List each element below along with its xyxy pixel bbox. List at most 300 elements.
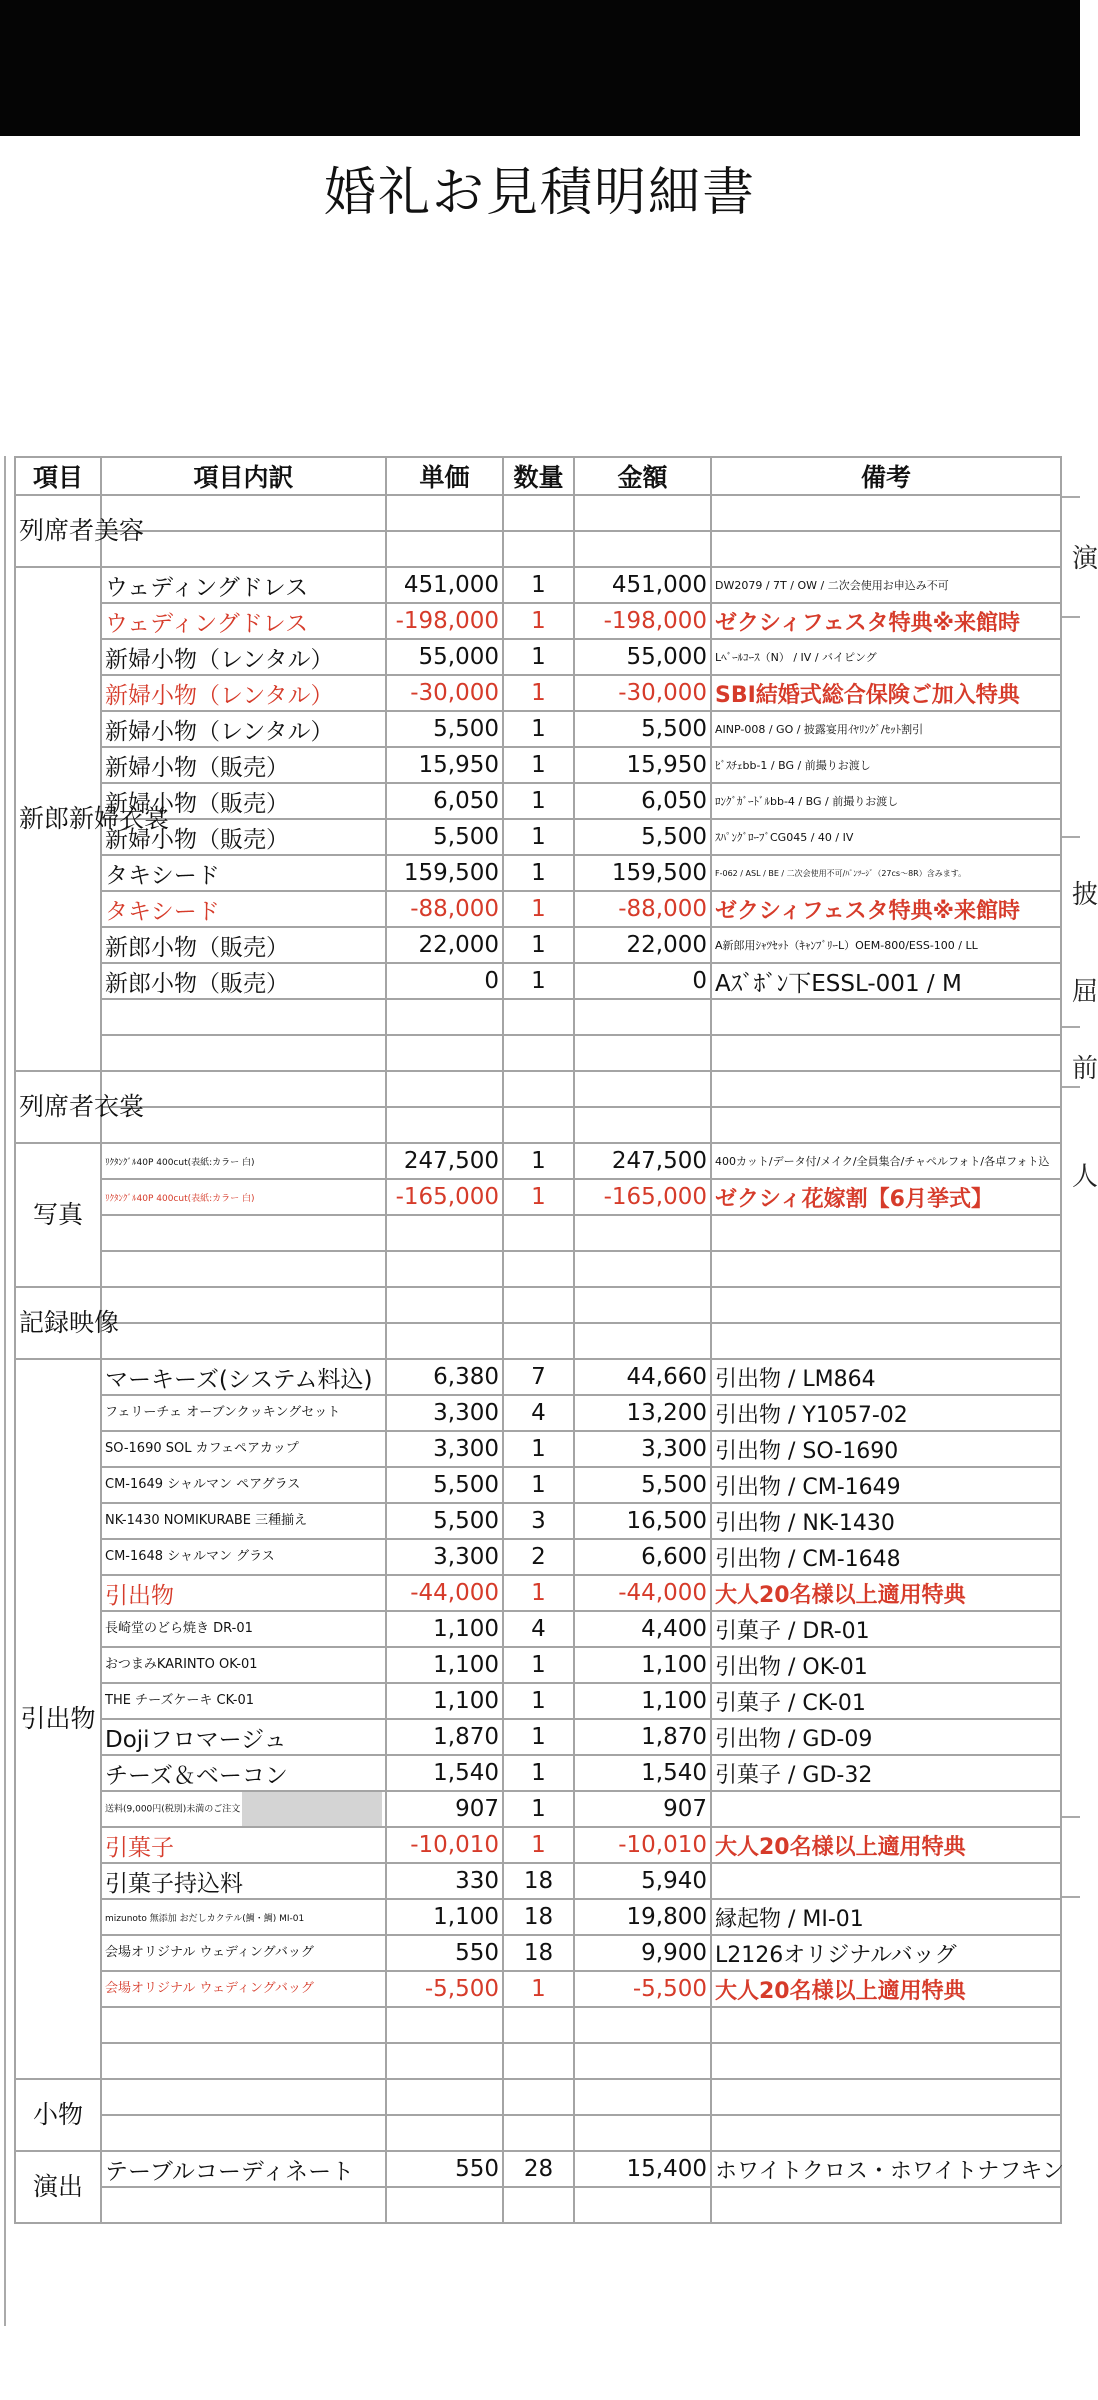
note-cell: 引出物 / SO-1690 [711, 1431, 1061, 1467]
empty-cell [574, 495, 711, 531]
table-row [15, 963, 1061, 999]
note-cell: 引出物 / LM864 [711, 1359, 1061, 1395]
table-row [15, 1971, 1061, 2007]
table-row [15, 1935, 1061, 1971]
unit-price-cell: 907 [386, 1791, 503, 1827]
quantity-cell: 18 [503, 1935, 574, 1971]
empty-row [15, 1287, 1061, 1323]
quantity-cell: 1 [503, 891, 574, 927]
empty-cell [503, 531, 574, 567]
empty-cell [711, 2115, 1061, 2151]
amount-cell: 55,000 [574, 639, 711, 675]
empty-row [15, 2007, 1061, 2043]
amount-cell: 1,100 [574, 1683, 711, 1719]
amount-cell: 247,500 [574, 1143, 711, 1179]
empty-cell [503, 1071, 574, 1107]
empty-cell [503, 2007, 574, 2043]
empty-cell [386, 1323, 503, 1359]
empty-row [15, 1215, 1061, 1251]
empty-cell [101, 1215, 386, 1251]
empty-cell [101, 1323, 386, 1359]
right-clipped-column [1062, 456, 1098, 2326]
empty-cell [101, 2043, 386, 2079]
item-cell: フェリーチェ オーブンクッキングセット [101, 1395, 386, 1431]
empty-cell [711, 2043, 1061, 2079]
clipped-char: 屈 [1072, 977, 1098, 1007]
empty-cell [711, 1251, 1061, 1287]
amount-cell: 3,300 [574, 1431, 711, 1467]
empty-row [15, 999, 1061, 1035]
empty-cell [503, 1107, 574, 1143]
empty-cell [386, 2079, 503, 2115]
empty-cell [574, 1287, 711, 1323]
empty-cell [711, 999, 1061, 1035]
empty-row [15, 1071, 1061, 1107]
item-cell: ウェディングドレス [101, 567, 386, 603]
empty-cell [101, 999, 386, 1035]
empty-cell [503, 2187, 574, 2223]
note-cell: 引出物 / OK-01 [711, 1647, 1061, 1683]
item-cell: 新婦小物（販売） [101, 819, 386, 855]
note-cell: L2126オリジナルバッグ [711, 1935, 1061, 1971]
table-row [15, 783, 1061, 819]
unit-price-cell: 5,500 [386, 819, 503, 855]
empty-cell [386, 1035, 503, 1071]
table-row [15, 747, 1061, 783]
empty-row [15, 1323, 1061, 1359]
table-row [15, 567, 1061, 603]
note-cell: ゼクシィフェスタ特典※来館時 [711, 891, 1061, 927]
note-cell [711, 1863, 1061, 1899]
amount-cell: 22,000 [574, 927, 711, 963]
note-cell: 縁起物 / MI-01 [711, 1899, 1061, 1935]
item-cell: タキシード [101, 855, 386, 891]
quantity-cell: 1 [503, 1431, 574, 1467]
unit-price-cell: 330 [386, 1863, 503, 1899]
note-cell: AINP-008 / GO / 披露宴用ｲﾔﾘﾝｸﾞ/ｾｯﾄ割引 [711, 711, 1061, 747]
empty-cell [711, 1071, 1061, 1107]
table-row [15, 675, 1061, 711]
empty-cell [386, 1071, 503, 1107]
redacted-block [242, 1792, 382, 1826]
note-cell: 引菓子 / DR-01 [711, 1611, 1061, 1647]
quantity-cell: 1 [503, 1827, 574, 1863]
unit-price-cell: -10,010 [386, 1827, 503, 1863]
amount-cell: 19,800 [574, 1899, 711, 1935]
category-guest-attire: 列席者衣裳 [15, 1071, 101, 1143]
quantity-cell: 1 [503, 1575, 574, 1611]
item-cell: ﾘｸﾀﾝｸﾞﾙ40P 400cut(表紙:カラー 白) [101, 1143, 386, 1179]
item-cell: 会場オリジナル ウェディングバッグ [101, 1971, 386, 2007]
unit-price-cell: 1,870 [386, 1719, 503, 1755]
table-row [15, 1395, 1061, 1431]
quantity-cell: 1 [503, 1971, 574, 2007]
item-cell: 会場オリジナル ウェディングバッグ [101, 1935, 386, 1971]
table-row [15, 1755, 1061, 1791]
note-cell: Aｽﾞﾎﾞﾝ下ESSL-001 / M [711, 963, 1061, 999]
header-amount: 金額 [574, 457, 711, 495]
status-bar-area [0, 0, 1080, 136]
empty-row [15, 531, 1061, 567]
empty-cell [503, 1323, 574, 1359]
amount-cell: 1,540 [574, 1755, 711, 1791]
amount-cell: 9,900 [574, 1935, 711, 1971]
header-category: 項目 [15, 457, 101, 495]
empty-cell [503, 495, 574, 531]
note-cell: ﾛﾝｸﾞｶﾞｰﾄﾞﾙbb-4 / BG / 前撮りお渡し [711, 783, 1061, 819]
note-cell [711, 1791, 1061, 1827]
unit-price-cell: 3,300 [386, 1431, 503, 1467]
note-cell: Lﾍﾞｰﾙｺｰｽ（N） / IV / バイピング [711, 639, 1061, 675]
quantity-cell: 1 [503, 567, 574, 603]
table-row [15, 1647, 1061, 1683]
table-row [15, 1179, 1061, 1215]
empty-cell [711, 1215, 1061, 1251]
amount-cell: 15,400 [574, 2151, 711, 2187]
empty-cell [574, 1035, 711, 1071]
empty-row [15, 1107, 1061, 1143]
empty-cell [101, 2115, 386, 2151]
note-cell: ゼクシィ花嫁割【6月挙式】 [711, 1179, 1061, 1215]
note-cell: ゼクシィフェスタ特典※来館時 [711, 603, 1061, 639]
item-cell: Dojiフロマージュ [101, 1719, 386, 1755]
category-accessories: 小物 [15, 2079, 101, 2151]
item-cell: 新婦小物（レンタル） [101, 675, 386, 711]
item-cell: mizunoto 無添加 おだしカクテル(鯛・鯛) MI-01 [101, 1899, 386, 1935]
amount-cell: 6,600 [574, 1539, 711, 1575]
amount-cell: 1,100 [574, 1647, 711, 1683]
unit-price-cell: 1,100 [386, 1647, 503, 1683]
unit-price-cell: 451,000 [386, 567, 503, 603]
unit-price-cell: 1,100 [386, 1899, 503, 1935]
empty-cell [386, 2187, 503, 2223]
unit-price-cell: 6,380 [386, 1359, 503, 1395]
amount-cell: -30,000 [574, 675, 711, 711]
empty-cell [574, 2043, 711, 2079]
category-bride-groom-attire: 新郎新婦衣裳 [15, 567, 101, 1071]
amount-cell: 159,500 [574, 855, 711, 891]
amount-cell: -88,000 [574, 891, 711, 927]
item-cell: 送料(9,000円(税別)未満のご注文 [101, 1791, 386, 1827]
empty-cell [503, 2079, 574, 2115]
item-cell: 新婦小物（レンタル） [101, 639, 386, 675]
clipped-char: 人 [1072, 1162, 1098, 1192]
quantity-cell: 4 [503, 1611, 574, 1647]
note-cell: DW2079 / 7T / OW / 二次会使用お申込み不可 [711, 567, 1061, 603]
quantity-cell: 1 [503, 603, 574, 639]
empty-cell [386, 2043, 503, 2079]
note-cell: F-062 / ASL / BE / 二次会使用不可/ﾊﾟﾝﾂｰｼﾞ（27cs～8R）含みます。 [711, 855, 1061, 891]
table-row [15, 1683, 1061, 1719]
empty-cell [386, 999, 503, 1035]
unit-price-cell: 550 [386, 1935, 503, 1971]
empty-cell [101, 1035, 386, 1071]
empty-cell [101, 2079, 386, 2115]
unit-price-cell: -30,000 [386, 675, 503, 711]
empty-cell [574, 1215, 711, 1251]
unit-price-cell: 5,500 [386, 711, 503, 747]
amount-cell: -165,000 [574, 1179, 711, 1215]
empty-row [15, 495, 1061, 531]
item-cell: CM-1648 シャルマン グラス [101, 1539, 386, 1575]
empty-cell [574, 1071, 711, 1107]
item-cell: おつまみKARINTO OK-01 [101, 1647, 386, 1683]
item-cell: THE チーズケーキ CK-01 [101, 1683, 386, 1719]
header-quantity: 数量 [503, 457, 574, 495]
unit-price-cell: 550 [386, 2151, 503, 2187]
empty-cell [711, 531, 1061, 567]
table-row [15, 1575, 1061, 1611]
item-cell: 新郎小物（販売） [101, 927, 386, 963]
item-cell: 新婦小物（販売） [101, 783, 386, 819]
note-cell: 400カット/データ付/メイク/全員集合/チャペルフォト/各卓フォト込 [711, 1143, 1061, 1179]
empty-cell [711, 1035, 1061, 1071]
amount-cell: 16,500 [574, 1503, 711, 1539]
empty-row [15, 2187, 1061, 2223]
empty-cell [503, 2043, 574, 2079]
unit-price-cell: 22,000 [386, 927, 503, 963]
empty-cell [574, 999, 711, 1035]
table-row [15, 1611, 1061, 1647]
empty-cell [101, 2007, 386, 2043]
unit-price-cell: -165,000 [386, 1179, 503, 1215]
left-edge-line [4, 456, 6, 2326]
item-cell: 新婦小物（販売） [101, 747, 386, 783]
category-video: 記録映像 [15, 1287, 101, 1359]
empty-cell [101, 2187, 386, 2223]
empty-cell [503, 1215, 574, 1251]
table-row [15, 1719, 1061, 1755]
empty-cell [503, 1287, 574, 1323]
empty-cell [711, 1323, 1061, 1359]
quantity-cell: 1 [503, 711, 574, 747]
quantity-cell: 1 [503, 1179, 574, 1215]
item-cell: 引菓子持込料 [101, 1863, 386, 1899]
clipped-char: 披 [1072, 880, 1098, 910]
estimate-table [14, 456, 1065, 2224]
quantity-cell: 2 [503, 1539, 574, 1575]
unit-price-cell: 247,500 [386, 1143, 503, 1179]
quantity-cell: 1 [503, 819, 574, 855]
note-cell: 大人20名様以上適用特典 [711, 1827, 1061, 1863]
amount-cell: -44,000 [574, 1575, 711, 1611]
empty-row [15, 1251, 1061, 1287]
quantity-cell: 1 [503, 1719, 574, 1755]
empty-cell [711, 1287, 1061, 1323]
empty-cell [503, 1035, 574, 1071]
amount-cell: 4,400 [574, 1611, 711, 1647]
item-cell: テーブルコーディネート [101, 2151, 386, 2187]
note-cell: 引菓子 / CK-01 [711, 1683, 1061, 1719]
table-row [15, 1503, 1061, 1539]
quantity-cell: 1 [503, 675, 574, 711]
empty-cell [386, 2115, 503, 2151]
quantity-cell: 1 [503, 855, 574, 891]
amount-cell: 13,200 [574, 1395, 711, 1431]
amount-cell: 5,500 [574, 1467, 711, 1503]
unit-price-cell: 3,300 [386, 1395, 503, 1431]
table-row [15, 1143, 1061, 1179]
quantity-cell: 18 [503, 1899, 574, 1935]
table-row [15, 1359, 1061, 1395]
table-row [15, 1431, 1061, 1467]
unit-price-cell: 0 [386, 963, 503, 999]
amount-cell: 15,950 [574, 747, 711, 783]
table-row [15, 1791, 1061, 1827]
table-row [15, 1539, 1061, 1575]
item-cell: 引菓子 [101, 1827, 386, 1863]
table-row [15, 603, 1061, 639]
table-row [15, 1899, 1061, 1935]
header-note: 備考 [711, 457, 1061, 495]
empty-cell [386, 1251, 503, 1287]
unit-price-cell: 3,300 [386, 1539, 503, 1575]
note-cell: ｽﾊﾟﾝｸﾞﾛｰﾌﾞCG045 / 40 / IV [711, 819, 1061, 855]
table-row [15, 891, 1061, 927]
amount-cell: 5,940 [574, 1863, 711, 1899]
unit-price-cell: 1,100 [386, 1611, 503, 1647]
header-item: 項目内訳 [101, 457, 386, 495]
empty-cell [503, 2115, 574, 2151]
amount-cell: 6,050 [574, 783, 711, 819]
empty-cell [101, 1251, 386, 1287]
amount-cell: 907 [574, 1791, 711, 1827]
table-row [15, 1827, 1061, 1863]
table-row [15, 927, 1061, 963]
category-staging: 演出 [15, 2151, 101, 2223]
category-photo: 写真 [15, 1143, 101, 1287]
unit-price-cell: -198,000 [386, 603, 503, 639]
empty-cell [574, 1251, 711, 1287]
quantity-cell: 28 [503, 2151, 574, 2187]
empty-cell [574, 1323, 711, 1359]
item-cell: 引出物 [101, 1575, 386, 1611]
amount-cell: 5,500 [574, 819, 711, 855]
empty-cell [386, 1287, 503, 1323]
table-row [15, 639, 1061, 675]
table-row [15, 1863, 1061, 1899]
empty-cell [574, 531, 711, 567]
unit-price-cell: 159,500 [386, 855, 503, 891]
quantity-cell: 1 [503, 963, 574, 999]
empty-cell [574, 2007, 711, 2043]
unit-price-cell: 5,500 [386, 1503, 503, 1539]
clipped-char: 演 [1072, 544, 1098, 574]
table-header-row [15, 457, 1061, 495]
item-cell: 新婦小物（レンタル） [101, 711, 386, 747]
clipped-char: 前 [1072, 1054, 1098, 1084]
empty-row [15, 1035, 1061, 1071]
item-cell: 長崎堂のどら焼き DR-01 [101, 1611, 386, 1647]
unit-price-cell: 5,500 [386, 1467, 503, 1503]
amount-cell: -198,000 [574, 603, 711, 639]
quantity-cell: 1 [503, 1647, 574, 1683]
empty-cell [711, 2079, 1061, 2115]
empty-cell [503, 999, 574, 1035]
unit-price-cell: 6,050 [386, 783, 503, 819]
empty-cell [503, 1251, 574, 1287]
empty-row [15, 2043, 1061, 2079]
quantity-cell: 1 [503, 639, 574, 675]
item-cell: NK-1430 NOMIKURABE 三種揃え [101, 1503, 386, 1539]
amount-cell: -10,010 [574, 1827, 711, 1863]
note-cell: 引菓子 / GD-32 [711, 1755, 1061, 1791]
unit-price-cell: -88,000 [386, 891, 503, 927]
quantity-cell: 1 [503, 1755, 574, 1791]
quantity-cell: 1 [503, 1143, 574, 1179]
item-cell: CM-1649 シャルマン ペアグラス [101, 1467, 386, 1503]
empty-cell [711, 2187, 1061, 2223]
empty-cell [574, 2115, 711, 2151]
amount-cell: 451,000 [574, 567, 711, 603]
quantity-cell: 1 [503, 1683, 574, 1719]
unit-price-cell: 1,540 [386, 1755, 503, 1791]
table-row [15, 711, 1061, 747]
quantity-cell: 7 [503, 1359, 574, 1395]
amount-cell: 0 [574, 963, 711, 999]
category-gifts: 引出物 [15, 1359, 101, 2079]
item-cell: SO-1690 SOL カフェペアカップ [101, 1431, 386, 1467]
quantity-cell: 1 [503, 783, 574, 819]
table-row [15, 2151, 1061, 2187]
note-cell: A新郎用ｼｬﾂｾｯﾄ（ｷｬﾝﾌﾞﾘｰL）OEM-800/ESS-100 / LL [711, 927, 1061, 963]
quantity-cell: 1 [503, 1467, 574, 1503]
quantity-cell: 1 [503, 1791, 574, 1827]
note-cell: ﾋﾞｽﾁｪbb-1 / BG / 前撮りお渡し [711, 747, 1061, 783]
empty-row [15, 2079, 1061, 2115]
quantity-cell: 3 [503, 1503, 574, 1539]
item-cell: マーキーズ(システム料込) [101, 1359, 386, 1395]
amount-cell: 1,870 [574, 1719, 711, 1755]
empty-cell [386, 1215, 503, 1251]
item-cell: チーズ＆ベーコン [101, 1755, 386, 1791]
table-row [15, 819, 1061, 855]
unit-price-cell: -44,000 [386, 1575, 503, 1611]
note-cell: 引出物 / CM-1649 [711, 1467, 1061, 1503]
unit-price-cell: 15,950 [386, 747, 503, 783]
note-cell: 引出物 / NK-1430 [711, 1503, 1061, 1539]
amount-cell: -5,500 [574, 1971, 711, 2007]
table-row [15, 1467, 1061, 1503]
quantity-cell: 18 [503, 1863, 574, 1899]
item-cell: ﾘｸﾀﾝｸﾞﾙ40P 400cut(表紙:カラー 白) [101, 1179, 386, 1215]
empty-row [15, 2115, 1061, 2151]
empty-cell [574, 2187, 711, 2223]
unit-price-cell: 1,100 [386, 1683, 503, 1719]
amount-cell: 44,660 [574, 1359, 711, 1395]
note-cell: 引出物 / GD-09 [711, 1719, 1061, 1755]
empty-cell [574, 1107, 711, 1143]
empty-cell [711, 495, 1061, 531]
empty-cell [386, 2007, 503, 2043]
empty-cell [711, 2007, 1061, 2043]
page-title: 婚礼お見積明細書 [323, 163, 756, 223]
item-cell: 新郎小物（販売） [101, 963, 386, 999]
empty-cell [386, 531, 503, 567]
quantity-cell: 4 [503, 1395, 574, 1431]
item-cell: タキシード [101, 891, 386, 927]
empty-cell [386, 495, 503, 531]
empty-cell [711, 1107, 1061, 1143]
table-row [15, 855, 1061, 891]
note-cell: 大人20名様以上適用特典 [711, 1575, 1061, 1611]
quantity-cell: 1 [503, 747, 574, 783]
empty-cell [574, 2079, 711, 2115]
header-unit-price: 単価 [386, 457, 503, 495]
item-cell: ウェディングドレス [101, 603, 386, 639]
unit-price-cell: -5,500 [386, 1971, 503, 2007]
category-guest-beauty: 列席者美容 [15, 495, 101, 567]
